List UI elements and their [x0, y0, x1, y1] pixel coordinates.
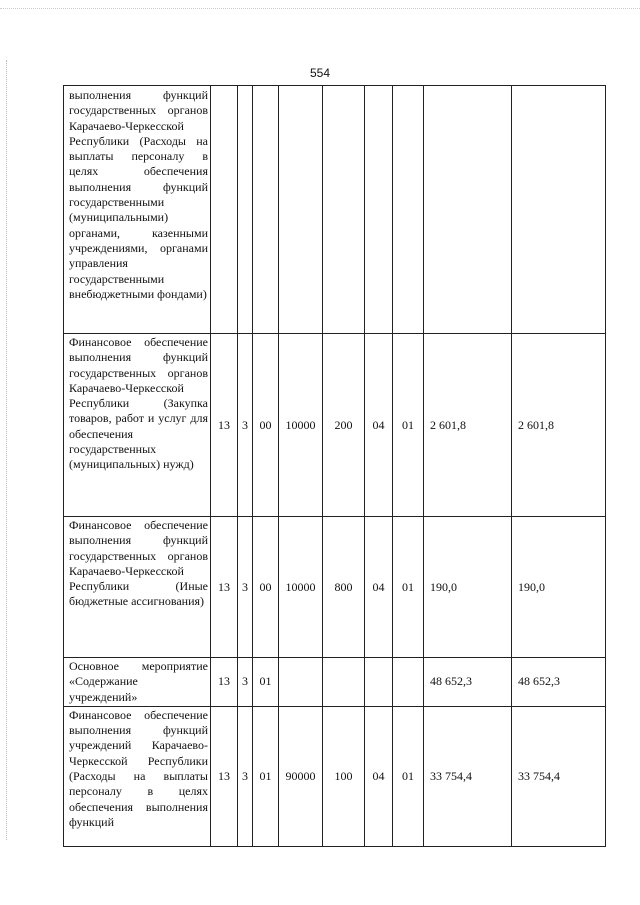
code-expense-type	[323, 658, 365, 707]
amount-approved	[512, 86, 606, 334]
code-event	[253, 86, 279, 334]
code-subsection	[393, 658, 424, 707]
code-ministry: 13	[211, 658, 238, 707]
code-section	[365, 658, 393, 707]
amount-plan: 190,0	[424, 517, 512, 658]
code-ministry	[211, 86, 238, 334]
amount-approved: 33 754,4	[512, 706, 606, 846]
code-ministry: 13	[211, 517, 238, 658]
row-description: Финансовое обеспечение выполнения функций государственных органов Карачаево-Черкесской Республики (Закупка товаров, работ и услуг для обеспечения государственных (муниципальных) нужд)	[64, 334, 211, 517]
amount-plan: 2 601,8	[424, 334, 512, 517]
amount-approved: 190,0	[512, 517, 606, 658]
page-number: 554	[309, 66, 331, 80]
code-subprogram	[238, 86, 253, 334]
budget-table	[63, 85, 606, 847]
code-ministry: 13	[211, 706, 238, 846]
code-section	[365, 86, 393, 334]
table-row	[64, 334, 606, 517]
row-description: Финансовое обеспечение выполнения функций государственных органов Карачаево-Черкесской Республики (Иные бюджетные ассигнования)	[64, 517, 211, 658]
scan-top-edge	[0, 8, 640, 11]
code-ministry: 13	[211, 334, 238, 517]
row-description: выполнения функций государственных органов Карачаево-Черкесской Республики (Расходы на выплаты персоналу в целях обеспечения выполнения функций государственными (муниципальными) органами, казенными учреждениями, органами управления государственными внебюджетными фондами)	[64, 86, 211, 334]
amount-approved: 2 601,8	[512, 334, 606, 517]
table-row	[64, 658, 606, 707]
code-direction	[279, 86, 323, 334]
code-subprogram: 3	[238, 517, 253, 658]
code-section: 04	[365, 517, 393, 658]
code-subprogram: 3	[238, 658, 253, 707]
code-event: 01	[253, 706, 279, 846]
code-subprogram: 3	[238, 334, 253, 517]
code-section: 04	[365, 334, 393, 517]
code-expense-type: 200	[323, 334, 365, 517]
amount-plan: 48 652,3	[424, 658, 512, 707]
code-subsection: 01	[393, 706, 424, 846]
code-subsection: 01	[393, 334, 424, 517]
code-event: 00	[253, 334, 279, 517]
row-description: Основное мероприятие «Содержание учреждений»	[64, 658, 211, 707]
code-subsection	[393, 86, 424, 334]
code-event: 01	[253, 658, 279, 707]
code-direction	[279, 658, 323, 707]
amount-plan: 33 754,4	[424, 706, 512, 846]
code-direction: 10000	[279, 517, 323, 658]
code-expense-type: 800	[323, 517, 365, 658]
code-section: 04	[365, 706, 393, 846]
scan-left-edge	[6, 60, 8, 840]
amount-approved: 48 652,3	[512, 658, 606, 707]
row-description: Финансовое обеспечение выполнения функций учреждений Карачаево-Черкесской Республики (Расходы на выплаты персоналу в целях обеспечения выполнения функций	[64, 706, 211, 846]
table-row	[64, 517, 606, 658]
code-expense-type	[323, 86, 365, 334]
code-event: 00	[253, 517, 279, 658]
table-row	[64, 706, 606, 846]
code-direction: 90000	[279, 706, 323, 846]
code-expense-type: 100	[323, 706, 365, 846]
amount-plan	[424, 86, 512, 334]
code-direction: 10000	[279, 334, 323, 517]
code-subprogram: 3	[238, 706, 253, 846]
code-subsection: 01	[393, 517, 424, 658]
table-row	[64, 86, 606, 334]
